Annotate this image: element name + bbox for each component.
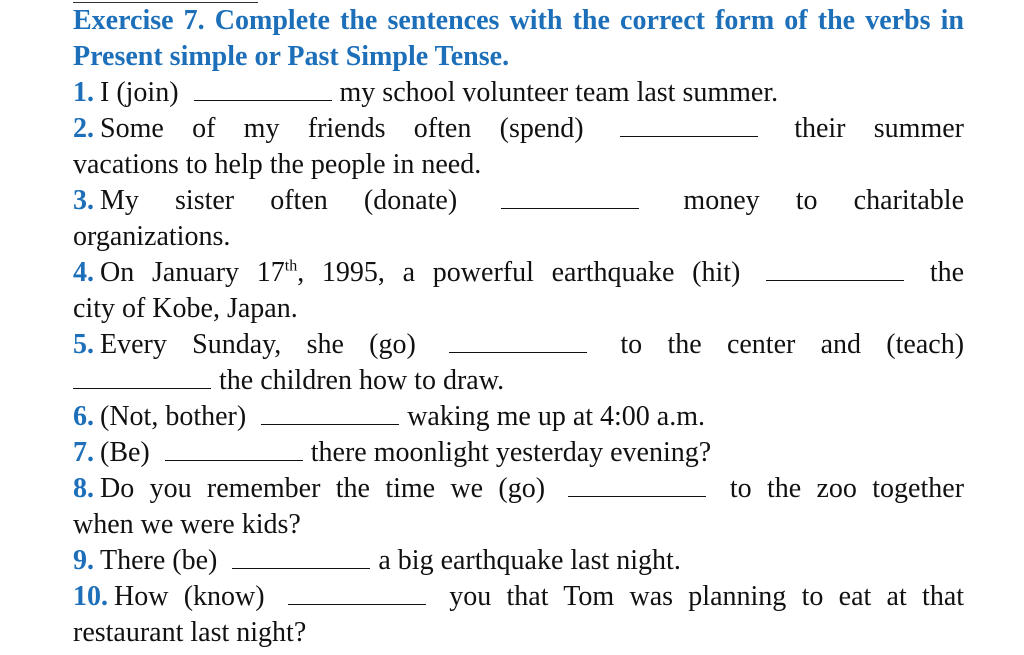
question-5-line-1 bbox=[73, 327, 964, 363]
question-6 bbox=[73, 399, 964, 435]
question-number: 10. bbox=[73, 581, 108, 612]
question-text-start: My sister often (donate) bbox=[100, 185, 458, 216]
answer-blank-8[interactable] bbox=[568, 474, 706, 497]
question-text-continued: vacations to help the people in need. bbox=[73, 149, 482, 180]
answer-blank-1[interactable] bbox=[194, 78, 332, 101]
question-9 bbox=[73, 543, 964, 579]
question-text-continued: city of Kobe, Japan. bbox=[73, 293, 298, 324]
question-text-mid: , 1995, a powerful earthquake (hit) bbox=[297, 257, 741, 288]
exercise-title: Exercise 7. Complete the sentences with the correct form of the verbs in Present simple or Past Simple Tense. bbox=[73, 5, 964, 72]
question-text-end: you that Tom was planning to eat at that bbox=[449, 581, 965, 612]
answer-blank-5a[interactable] bbox=[449, 330, 587, 353]
question-text-end: my school volunteer team last summer. bbox=[339, 77, 779, 108]
question-number: 5. bbox=[73, 329, 94, 360]
question-number: 1. bbox=[73, 77, 94, 108]
question-8-line-1 bbox=[73, 471, 964, 507]
question-text-start: There (be) bbox=[100, 545, 218, 576]
answer-blank-5b[interactable] bbox=[73, 366, 211, 389]
question-10-line-2 bbox=[73, 615, 964, 651]
question-5-line-2 bbox=[73, 363, 964, 399]
question-text-continued: the children how to draw. bbox=[219, 365, 505, 396]
question-7 bbox=[73, 435, 964, 471]
question-number: 8. bbox=[73, 473, 94, 504]
question-text-continued: when we were kids? bbox=[73, 509, 301, 540]
question-3-line-1 bbox=[73, 183, 964, 219]
question-2-line-2 bbox=[73, 147, 964, 183]
question-number: 3. bbox=[73, 185, 94, 216]
question-text-start: (Be) bbox=[100, 437, 150, 468]
question-text-end: their summer bbox=[794, 113, 964, 144]
answer-blank-2[interactable] bbox=[620, 114, 758, 137]
answer-blank-3[interactable] bbox=[501, 186, 639, 209]
question-8-line-2 bbox=[73, 507, 964, 543]
question-text-continued: restaurant last night? bbox=[73, 617, 307, 648]
question-text-start: On January 17 bbox=[100, 257, 285, 288]
question-number: 6. bbox=[73, 401, 94, 432]
question-text-continued: organizations. bbox=[73, 221, 231, 252]
exercise-page bbox=[73, 0, 964, 651]
question-text-end: a big earthquake last night. bbox=[378, 545, 681, 576]
question-number: 2. bbox=[73, 113, 94, 144]
question-text-end: there moonlight yesterday evening? bbox=[310, 437, 712, 468]
question-text-start: I (join) bbox=[100, 77, 179, 108]
question-4-line-2 bbox=[73, 291, 964, 327]
question-2-line-1 bbox=[73, 111, 964, 147]
question-text-end: the bbox=[929, 257, 965, 288]
question-number: 9. bbox=[73, 545, 94, 576]
question-number: 7. bbox=[73, 437, 94, 468]
question-text-start: Every Sunday, she (go) bbox=[100, 329, 416, 360]
question-text-start: Some of my friends often (spend) bbox=[100, 113, 584, 144]
question-text-end: money to charitable bbox=[683, 185, 965, 216]
question-text-end: to the zoo together bbox=[729, 473, 965, 504]
answer-blank-6[interactable] bbox=[261, 402, 399, 425]
answer-blank-9[interactable] bbox=[232, 546, 370, 569]
question-10-line-1 bbox=[73, 579, 964, 615]
answer-blank-7[interactable] bbox=[165, 438, 303, 461]
question-1 bbox=[73, 75, 964, 111]
question-text-start: (Not, bother) bbox=[100, 401, 247, 432]
answer-blank-4[interactable] bbox=[766, 258, 904, 281]
question-text-end: waking me up at 4:00 a.m. bbox=[407, 401, 706, 432]
question-number: 4. bbox=[73, 257, 94, 288]
question-text-start: Do you remember the time we (go) bbox=[100, 473, 546, 504]
question-text-start: How (know) bbox=[114, 581, 265, 612]
question-3-line-2 bbox=[73, 219, 964, 255]
question-text-end: to the center and (teach) bbox=[620, 329, 965, 360]
superscript-th: th bbox=[284, 257, 298, 275]
answer-blank-10[interactable] bbox=[288, 582, 426, 605]
question-4-line-1 bbox=[73, 255, 964, 291]
